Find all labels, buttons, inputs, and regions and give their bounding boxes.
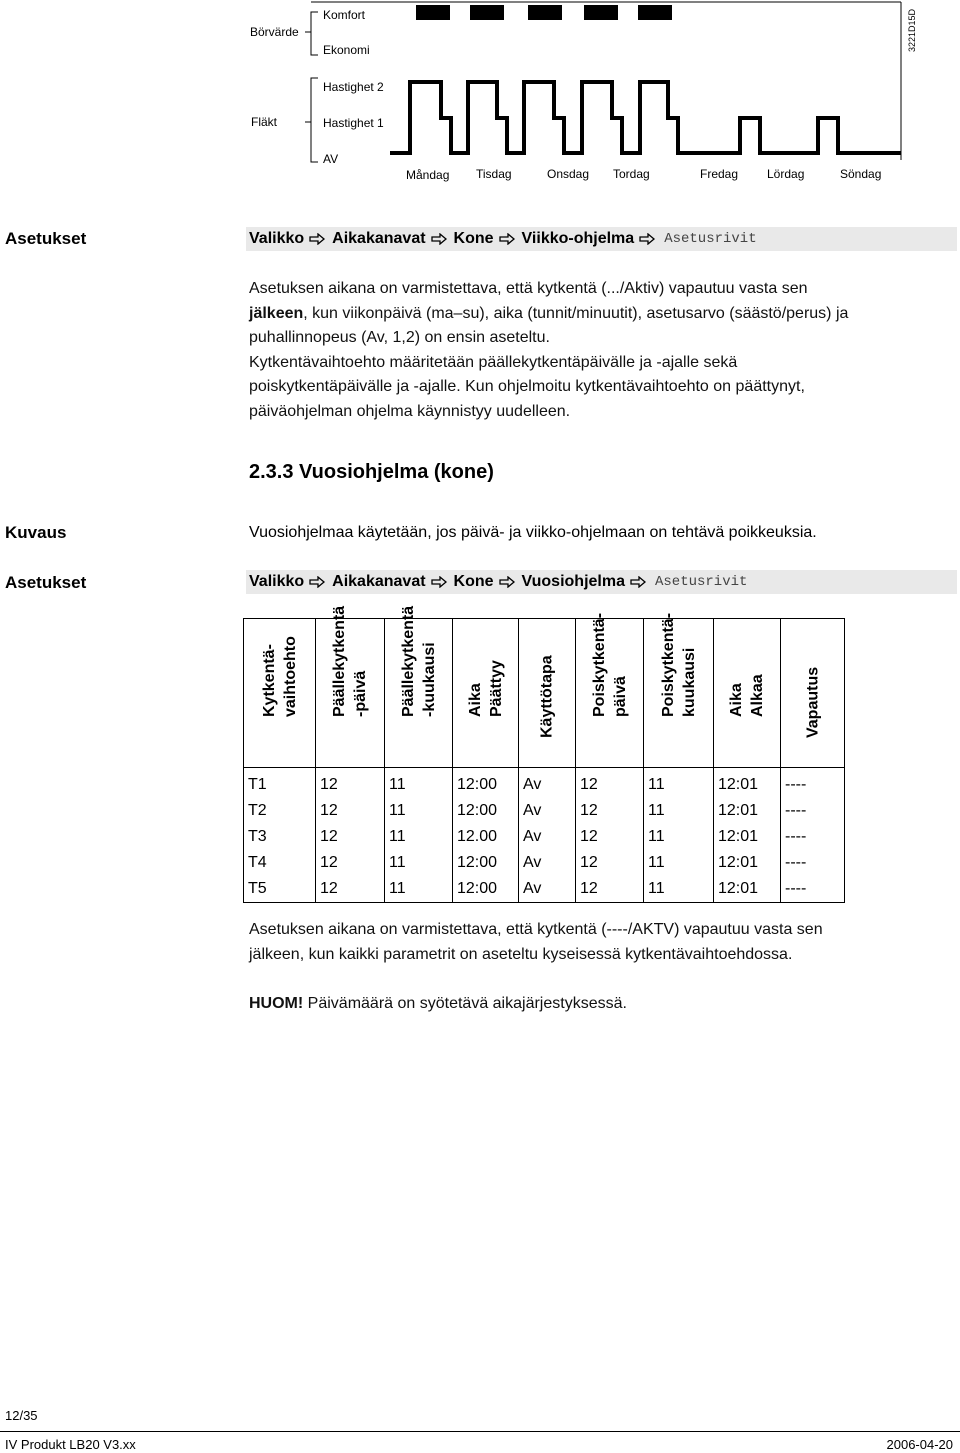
column-header-text: [589, 613, 631, 717]
settings-paragraph: [249, 277, 848, 424]
table-row: [244, 824, 845, 850]
section-label-kuvaus: Kuvaus: [5, 523, 67, 542]
menu-item[interactable]: Kone: [453, 573, 494, 590]
arrow-right-icon: [639, 233, 656, 245]
column-header-text: [537, 655, 558, 738]
ekonomi-label: Ekonomi: [323, 43, 370, 57]
section-heading: 2.3.3 Vuosiohjelma (kone): [249, 461, 494, 483]
kuvaus-text: Vuosiohjelmaa käytetään, jos päivä- ja viikko-ohjelmaan on tehtävä poikkeuksia.: [249, 524, 817, 541]
menu-path-bar: [246, 570, 957, 594]
column-header-text: [259, 636, 301, 717]
table-cell: 11: [644, 798, 714, 824]
table-cell: Av: [519, 768, 576, 799]
day-label: Tordag: [613, 167, 650, 181]
day-label: Tisdag: [476, 167, 512, 181]
hastighet1-label: Hastighet 1: [323, 116, 384, 130]
column-header-line: kuukausi: [680, 647, 698, 717]
table-row: [244, 768, 845, 799]
column-header-line: Päällekytkentä: [331, 605, 348, 717]
av-label: AV: [323, 152, 339, 166]
table-cell: T3: [244, 824, 316, 850]
year-program-table-wrap: [243, 605, 845, 903]
huom-text: Päivämäärä on syötetävä aikajärjestyksessä.: [303, 995, 627, 1012]
column-header-text: [658, 613, 700, 717]
table-cell: Av: [519, 876, 576, 903]
text-line: Asetuksen aikana on varmistettava, että kytkentä (----/AKTV) vapautuu vasta sen: [249, 921, 823, 938]
text-line: Kytkentävaihtoehto määritetään päällekytkentäpäivälle ja -ajalle sekä: [249, 353, 738, 371]
table-cell: Av: [519, 824, 576, 850]
arrow-right-icon: [499, 576, 516, 588]
hastighet2-label: Hastighet 2: [323, 80, 384, 94]
table-cell: 12: [576, 850, 644, 876]
table-cell: ----: [781, 798, 845, 824]
column-header-line: vaihtoehto: [281, 636, 299, 717]
text-line: Asetuksen aikana on varmistettava, että kytkentä (.../Aktiv) vapautuu vasta sen: [249, 280, 808, 297]
table-cell: Av: [519, 850, 576, 876]
menu-item[interactable]: Valikko: [249, 230, 305, 247]
column-header-line: -kuukausi: [420, 642, 438, 717]
fan-waveform: [390, 82, 901, 153]
menu-item[interactable]: Aikakanavat: [332, 573, 426, 590]
footer-product: IV Produkt LB20 V3.xx: [5, 1437, 136, 1452]
column-header: [453, 619, 519, 768]
table-cell: ----: [781, 824, 845, 850]
komfort-bar-4: [584, 5, 618, 20]
flakt-label: Fläkt: [251, 115, 278, 129]
flakt-bracket: [311, 78, 318, 162]
column-header-text: [465, 660, 507, 717]
page-number: 12/35: [5, 1408, 38, 1423]
section-label-asetukset: Asetukset: [5, 229, 87, 248]
menu-item-setting-rows[interactable]: Asetusrivit: [654, 574, 748, 590]
column-header: [576, 612, 644, 768]
column-header-line: Aika: [728, 683, 745, 717]
table-cell: 12:01: [714, 798, 781, 824]
table-cell: 11: [385, 876, 453, 903]
table-row: [244, 876, 845, 903]
footer-date: 2006-04-20: [886, 1437, 953, 1452]
table-row: [244, 850, 845, 876]
huom-label: HUOM!: [249, 995, 304, 1012]
arrow-right-icon: [309, 233, 326, 245]
text-line-rest: kun viikonpäivä (ma–su), aika (tunnit/minuutit), asetusarvo (säästö/perus) ja: [312, 304, 849, 322]
table-cell: 12: [316, 824, 385, 850]
day-label: Söndag: [840, 167, 882, 181]
komfort-bar-3: [528, 5, 562, 20]
column-header-line: Päättyy: [487, 660, 505, 717]
menu-item[interactable]: Aikakanavat: [332, 230, 426, 247]
column-header-line: Vapautus: [804, 666, 821, 738]
table-cell: 12.00: [453, 824, 519, 850]
column-header-line: Kytkentä-: [260, 644, 278, 717]
table-cell: 11: [385, 850, 453, 876]
table-cell: 12: [316, 850, 385, 876]
table-cell: 11: [644, 876, 714, 903]
arrow-right-icon: [499, 233, 516, 245]
note-paragraph: [249, 918, 823, 967]
table-cell: 11: [385, 824, 453, 850]
column-header: [519, 619, 576, 768]
table-cell: 12:00: [453, 798, 519, 824]
column-header: [385, 605, 453, 768]
menu-item[interactable]: Kone: [453, 230, 494, 247]
column-header-text: [329, 606, 371, 717]
day-label: Måndag: [406, 168, 450, 182]
table-header-row: [244, 619, 845, 768]
table-cell: 12:01: [714, 768, 781, 799]
arrow-right-icon: [431, 576, 448, 588]
column-header: [781, 619, 845, 768]
schedule-diagram: [0, 0, 960, 200]
menu-item[interactable]: Valikko: [249, 573, 305, 590]
table-cell: 11: [644, 768, 714, 799]
day-label: Onsdag: [547, 167, 590, 181]
table-cell: 11: [385, 798, 453, 824]
arrow-right-icon: [431, 233, 448, 245]
year-program-table: [243, 605, 845, 903]
table-cell: 12: [576, 824, 644, 850]
section-label-asetukset-2: Asetukset: [5, 573, 87, 592]
text-line: jälkeen, kun viikonpäivä (ma–su), aika (tunnit/minuutit), asetusarvo (säästö/perus) ja: [249, 304, 849, 322]
column-header-line: -päivä: [352, 670, 369, 717]
arrow-right-icon: [309, 576, 326, 588]
diagram-code: 3221D15D: [907, 8, 917, 52]
table-cell: 12: [576, 768, 644, 799]
day-label: Fredag: [700, 167, 739, 181]
column-header: [316, 605, 385, 768]
arrow-right-icon: [630, 576, 647, 588]
table-cell: ----: [781, 850, 845, 876]
menu-item-setting-rows[interactable]: Asetusrivit: [664, 231, 757, 247]
table-cell: 12:00: [453, 876, 519, 903]
table-cell: 12: [316, 798, 385, 824]
table-cell: Av: [519, 798, 576, 824]
column-header-text: [398, 606, 440, 717]
table-cell: T4: [244, 850, 316, 876]
day-label: Lördag: [767, 167, 805, 181]
text-line: poiskytkentäpäivälle ja -ajalle. Kun ohjelmoitu kytkentävaihtoehto on päättynyt,: [249, 378, 805, 395]
table-cell: 11: [644, 824, 714, 850]
text-line: päiväohjelman ohjelma käynnistyy uudelleen.: [249, 402, 571, 420]
column-header: [714, 619, 781, 768]
column-header: [244, 619, 316, 768]
borvarde-label: Börvärde: [250, 25, 299, 39]
table-cell: T1: [244, 768, 316, 799]
menu-path-bar: [246, 227, 957, 251]
table-cell: 12:00: [453, 768, 519, 799]
table-cell: ----: [781, 876, 845, 903]
table-cell: T2: [244, 798, 316, 824]
komfort-bar-5: [638, 5, 672, 20]
table-cell: 12: [576, 876, 644, 903]
text-line: jälkeen, kun kaikki parametrit on aseteltu kyseisessä kytkentävaihtoehdossa.: [249, 945, 793, 963]
table-cell: 11: [644, 850, 714, 876]
table-cell: 12:01: [714, 876, 781, 903]
column-header-line: Poiskytkentä-: [590, 612, 608, 717]
table-cell: 12:01: [714, 850, 781, 876]
table-cell: T5: [244, 876, 316, 903]
table-cell: 12: [576, 798, 644, 824]
table-cell: 11: [385, 768, 453, 799]
column-header-line: päivä: [611, 676, 629, 717]
column-header-line: Päällekytkentä: [399, 605, 417, 717]
column-header-line: Aika: [466, 683, 484, 717]
table-cell: ----: [781, 768, 845, 799]
column-header-line: Alkaa: [749, 674, 766, 717]
table-row: [244, 798, 845, 824]
table-cell: 12:00: [453, 850, 519, 876]
komfort-bar-2: [470, 5, 504, 20]
bold-word: jälkeen: [249, 304, 304, 322]
column-header: [644, 612, 714, 768]
table-body: [244, 768, 845, 903]
table-cell: 12:01: [714, 824, 781, 850]
column-header-text: [726, 674, 768, 717]
komfort-label: Komfort: [323, 8, 366, 22]
footer-divider: [0, 1431, 960, 1432]
menu-item[interactable]: Viikko-ohjelma: [521, 230, 635, 247]
komfort-bar-1: [416, 5, 450, 20]
text-line: puhallinnopeus (Av, 1,2) on ensin aseteltu.: [249, 329, 550, 346]
huom-note: [249, 992, 627, 1017]
table-cell: 12: [316, 768, 385, 799]
column-header-text: [802, 667, 823, 738]
column-header-line: Käyttötapa: [538, 655, 556, 738]
borvarde-bracket: [311, 12, 318, 55]
column-header-line: Poiskytkentä-: [659, 612, 677, 717]
menu-item[interactable]: Vuosiohjelma: [521, 573, 625, 590]
table-cell: 12: [316, 876, 385, 903]
